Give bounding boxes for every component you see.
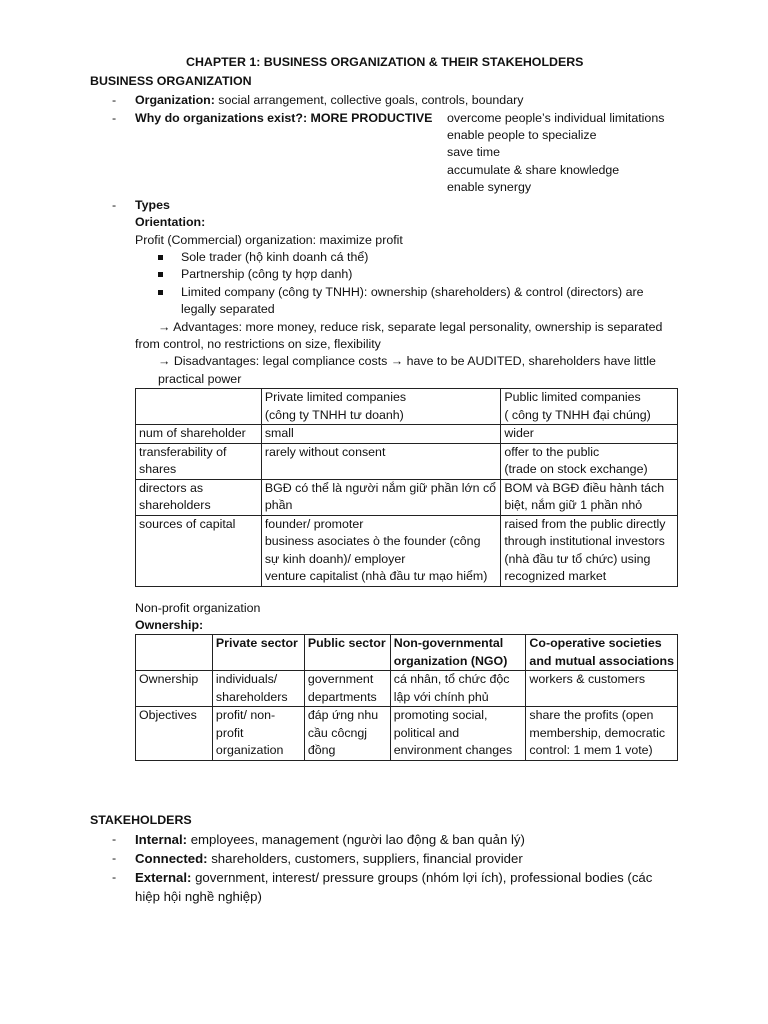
- table-cell: Objectives: [136, 707, 213, 761]
- dash-bullet: -: [112, 111, 117, 125]
- table-cell: [136, 389, 262, 425]
- sub-item-limited-company: Limited company (công ty TNHH): ownership (shareholders) & control (directors) are: [181, 285, 644, 299]
- organization-definition: [135, 92, 523, 110]
- page-title: CHAPTER 1: BUSINESS ORGANIZATION & THEIR STAKEHOLDERS: [186, 55, 584, 69]
- table-row: [136, 443, 678, 479]
- orientation-label: Orientation:: [135, 215, 206, 229]
- table-cell: cá nhân, tổ chức độc lập với chính phủ: [390, 671, 526, 707]
- table-cell: wider: [501, 425, 678, 444]
- sub-item-partnership: Partnership (công ty hợp danh): [181, 267, 353, 281]
- limited-companies-table: [135, 388, 678, 587]
- dash-bullet: -: [112, 93, 117, 107]
- ownership-table: [135, 634, 678, 761]
- stakeholder-label: Connected:: [135, 851, 208, 866]
- why-reason: accumulate & share knowledge: [447, 163, 620, 177]
- why-reason: overcome people’s individual limitations: [447, 111, 665, 125]
- table-header-public-sector: Public sector: [304, 635, 390, 671]
- sub-item-sole-trader: Sole trader (hộ kinh doanh cá thể): [181, 250, 369, 264]
- advantages-line-1: → Advantages: more money, reduce risk, separate legal personality, ownership is separated: [158, 320, 663, 334]
- table-row: [136, 515, 678, 586]
- advantages-line-2: from control, no restrictions on size, flexibility: [135, 337, 381, 351]
- ownership-label: Ownership:: [135, 618, 204, 632]
- square-bullet: [158, 249, 163, 267]
- stakeholder-connected: [135, 850, 523, 868]
- table-header-ngo: Non-governmental organization (NGO): [390, 635, 526, 671]
- stakeholder-internal: [135, 831, 525, 849]
- stakeholder-external: [135, 869, 652, 887]
- table-cell: offer to the public (trade on stock exchange): [501, 443, 678, 479]
- table-cell: workers & customers: [526, 671, 678, 707]
- table-cell: profit/ non-profit organization: [212, 707, 304, 761]
- dash-bullet: -: [112, 851, 117, 865]
- disadvantages-line-2: practical power: [158, 372, 242, 386]
- dash-bullet: -: [112, 832, 117, 846]
- table-header-private: Private limited companies (công ty TNHH tư doanh): [261, 389, 500, 425]
- dash-bullet: -: [112, 198, 117, 212]
- table-cell: BGĐ có thể là người nắm giữ phần lớn cổ phần: [261, 479, 500, 515]
- square-bullet: [158, 266, 163, 284]
- disadvantages-line-1: → Disadvantages: legal compliance costs → have to be AUDITED, shareholders have little: [158, 354, 656, 368]
- stakeholder-text: employees, management (người lao động & ban quản lý): [187, 832, 525, 847]
- table-cell: founder/ promoter business asociates ò the founder (công sự kinh doanh)/ employer venture capitalist (nhà đầu tư mạo hiểm): [261, 515, 500, 586]
- table-row: [136, 635, 678, 671]
- table-row: [136, 671, 678, 707]
- table-cell: government departments: [304, 671, 390, 707]
- why-reason: enable people to specialize: [447, 128, 597, 142]
- table-header-public: Public limited companies ( công ty TNHH đại chúng): [501, 389, 678, 425]
- table-cell: transferability of shares: [136, 443, 262, 479]
- stakeholder-external-cont: hiệp hội nghề nghiệp): [135, 889, 262, 904]
- profit-organization-line: Profit (Commercial) organization: maximize profit: [135, 233, 403, 247]
- square-bullet: [158, 284, 163, 302]
- table-cell: Ownership: [136, 671, 213, 707]
- table-cell: individuals/ shareholders: [212, 671, 304, 707]
- stakeholder-label: Internal:: [135, 832, 188, 847]
- organization-text: social arrangement, collective goals, controls, boundary: [214, 93, 524, 107]
- table-header-private-sector: Private sector: [212, 635, 304, 671]
- table-row: [136, 389, 678, 425]
- table-cell: rarely without consent: [261, 443, 500, 479]
- table-cell: BOM và BGĐ điều hành tách biệt, nắm giữ 1 phần nhỏ: [501, 479, 678, 515]
- table-cell: directors as shareholders: [136, 479, 262, 515]
- table-cell: share the profits (open membership, democratic control: 1 mem 1 vote): [526, 707, 678, 761]
- table-header-cooperative: Co-operative societies and mutual associations: [526, 635, 678, 671]
- why-organizations-exist: Why do organizations exist?: MORE PRODUCTIVE: [135, 111, 433, 125]
- table-cell: đáp ứng nhu cầu côcngj đồng: [304, 707, 390, 761]
- table-row: [136, 425, 678, 444]
- section-heading-stakeholders: STAKEHOLDERS: [90, 813, 192, 827]
- sub-item-limited-company-cont: legally separated: [181, 302, 275, 316]
- section-heading-business-organization: BUSINESS ORGANIZATION: [90, 74, 252, 88]
- why-reason: save time: [447, 145, 501, 159]
- organization-label: Organization:: [135, 93, 215, 107]
- types-label: Types: [135, 198, 170, 212]
- table-cell: promoting social, political and environment changes: [390, 707, 526, 761]
- table-cell: small: [261, 425, 500, 444]
- why-reason: enable synergy: [447, 180, 532, 194]
- non-profit-organization: Non-profit organization: [135, 601, 261, 615]
- table-row: [136, 479, 678, 515]
- stakeholder-text: shareholders, customers, suppliers, financial provider: [207, 851, 523, 866]
- table-row: [136, 707, 678, 761]
- table-cell: raised from the public directly through institutional investors (nhà đầu tư tổ chức) using recognized market: [501, 515, 678, 586]
- stakeholder-text: government, interest/ pressure groups (nhóm lợi ích), professional bodies (các: [191, 870, 653, 885]
- table-cell: [136, 635, 213, 671]
- stakeholder-label: External:: [135, 870, 192, 885]
- table-cell: num of shareholder: [136, 425, 262, 444]
- dash-bullet: -: [112, 870, 117, 884]
- table-cell: sources of capital: [136, 515, 262, 586]
